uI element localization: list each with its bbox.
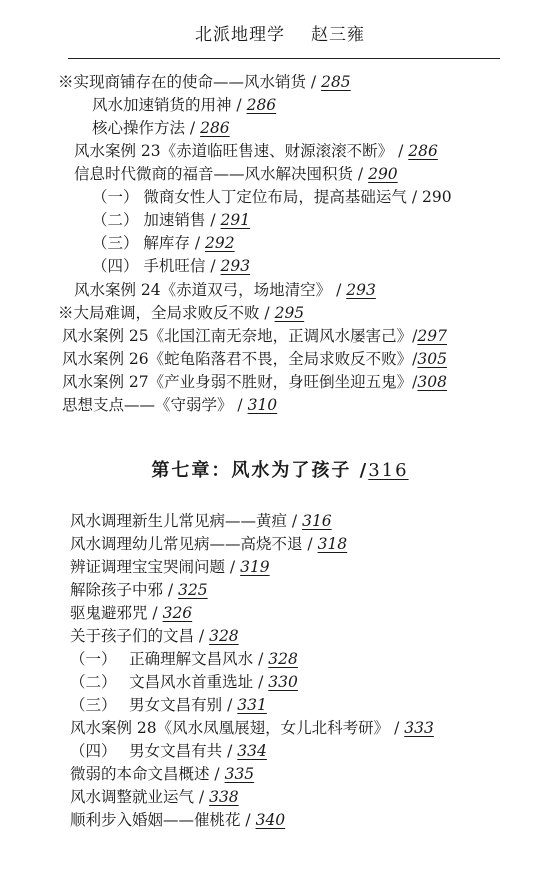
toc-entry-title: 风水案例 28《风水凤凰展翅，女儿北科考研》 / <box>70 719 405 737</box>
toc-entry-title: 解除孩子中邪 / <box>70 581 179 599</box>
toc-entry-title: （一） 正确理解文昌风水 / <box>70 650 269 668</box>
toc-entry[interactable] <box>74 164 398 184</box>
toc-entry-title: 风水案例 24《赤道双弓，场地清空》 / <box>74 281 347 299</box>
toc-entry-page[interactable]: 325 <box>178 581 208 599</box>
toc-entry-title: 风水案例 25《北国江南无奈地，正调风水屡害己》/ <box>62 327 418 345</box>
toc-entry-title: （二） 文昌风水首重选址 / <box>70 673 269 691</box>
toc-entry-title: （三） 男女文昌有别 / <box>70 696 238 714</box>
page-header <box>0 20 560 45</box>
toc-entry[interactable] <box>62 395 277 415</box>
toc-entry[interactable] <box>62 326 447 346</box>
toc-entry-page[interactable]: 316 <box>302 512 332 530</box>
toc-entry-page[interactable]: 326 <box>162 604 193 622</box>
book-title: 北派地理学 <box>195 25 285 45</box>
header-rule <box>68 58 500 59</box>
toc-entry[interactable] <box>92 233 235 253</box>
toc-entry-title: ※实现商铺存在的使命——风水销货 / <box>58 73 322 91</box>
toc-entry-page[interactable]: 291 <box>220 211 251 229</box>
toc-entry-page[interactable]: 328 <box>268 650 298 668</box>
toc-entry-page[interactable]: 286 <box>200 119 230 137</box>
toc-entry[interactable] <box>58 303 304 323</box>
toc-entry[interactable] <box>74 141 438 161</box>
toc-entry-title: 风水案例 27《产业身弱不胜财，身旺倒坐迎五鬼》/ <box>62 373 418 391</box>
toc-entry-title: （四） 手机旺信 / <box>92 257 221 275</box>
toc-entry-page[interactable]: 290 <box>368 165 398 183</box>
toc-entry[interactable] <box>74 280 376 300</box>
chapter-heading[interactable] <box>0 456 560 482</box>
toc-entry-title: 风水调整就业运气 / <box>70 788 210 806</box>
toc-entry-page[interactable]: 334 <box>237 742 267 760</box>
toc-entry-page[interactable]: 285 <box>321 73 351 91</box>
toc-entry[interactable] <box>70 626 239 646</box>
chapter-title: 第七章：风水为了孩子 / <box>151 460 369 481</box>
toc-entry[interactable] <box>62 372 447 392</box>
toc-entry[interactable] <box>70 580 208 600</box>
toc-entry-page[interactable]: 340 <box>255 811 286 829</box>
toc-entry[interactable] <box>92 210 250 230</box>
toc-entry-page[interactable]: 333 <box>404 719 434 737</box>
toc-entry[interactable] <box>70 649 298 669</box>
toc-entry[interactable] <box>70 557 270 577</box>
toc-entry[interactable] <box>70 511 332 531</box>
toc-entry-title: 风水案例 26《蛇龟陷落君不畏，全局求败反不败》/ <box>62 350 418 368</box>
toc-entry[interactable] <box>92 95 276 115</box>
toc-entry[interactable] <box>70 534 347 554</box>
toc-entry[interactable] <box>92 118 230 138</box>
toc-entry-page[interactable]: 319 <box>240 558 270 576</box>
toc-entry-page[interactable]: 318 <box>317 535 348 553</box>
toc-entry-title: （三） 解库存 / <box>92 234 206 252</box>
toc-entry-title: 风水加速销货的用神 / <box>92 96 247 114</box>
toc-entry-title: 顺利步入婚姻——催桃花 / <box>70 811 256 829</box>
toc-entry[interactable] <box>62 349 447 369</box>
toc-entry-title: 信息时代微商的福音——风水解决囤积货 / <box>74 165 369 183</box>
toc-entry[interactable] <box>70 810 285 830</box>
toc-entry-title: 风水调理幼儿常见病——高烧不退 / <box>70 535 318 553</box>
toc-entry-page[interactable]: 286 <box>408 142 438 160</box>
toc-entry[interactable] <box>70 787 239 807</box>
toc-entry-page[interactable]: 297 <box>417 327 447 345</box>
toc-entry-page[interactable]: 331 <box>237 696 267 714</box>
toc-entry-title: 驱鬼避邪咒 / <box>70 604 163 622</box>
toc-entry[interactable] <box>70 695 267 715</box>
toc-entry-title: 风水案例 23《赤道临旺售速、财源滚滚不断》 / <box>74 142 409 160</box>
toc-entry-title: （一） 微商女性人丁定位布局，提高基础运气 / 290 <box>92 188 452 206</box>
toc-entry-page[interactable]: 330 <box>268 673 298 691</box>
toc-entry-title: 辨证调理宝宝哭闹问题 / <box>70 558 241 576</box>
toc-entry-title: 核心操作方法 / <box>92 119 201 137</box>
toc-entry[interactable] <box>70 764 254 784</box>
toc-entry-page[interactable]: 335 <box>224 765 255 783</box>
toc-entry-page[interactable]: 293 <box>220 257 251 275</box>
chapter-page[interactable]: 316 <box>368 460 409 481</box>
toc-entry-title: 思想支点——《守弱学》 / <box>62 396 248 414</box>
toc-entry-title: ※大局难调，全局求败反不败 / <box>58 304 275 322</box>
toc-entry-page[interactable]: 305 <box>417 350 447 368</box>
toc-entry-page[interactable]: 310 <box>247 396 278 414</box>
toc-entry[interactable] <box>70 603 192 623</box>
toc-entry[interactable] <box>70 718 434 738</box>
toc-entry-page[interactable]: 295 <box>274 304 305 322</box>
toc-entry-page[interactable]: 286 <box>246 96 277 114</box>
toc-entry-page[interactable]: 292 <box>205 234 235 252</box>
toc-entry-title: 风水调理新生儿常见病——黄疸 / <box>70 512 303 530</box>
toc-entry[interactable] <box>58 72 351 92</box>
toc-entry-page[interactable]: 308 <box>417 373 447 391</box>
toc-entry-page[interactable]: 293 <box>346 281 376 299</box>
toc-entry-title: 微弱的本命文昌概述 / <box>70 765 225 783</box>
toc-entry-page[interactable]: 338 <box>209 788 239 806</box>
toc-entry-title: （四） 男女文昌有共 / <box>70 742 238 760</box>
toc-entry-page[interactable]: 328 <box>209 627 239 645</box>
toc-entry-title: 关于孩子们的文昌 / <box>70 627 210 645</box>
toc-entry[interactable] <box>92 187 452 207</box>
toc-entry[interactable] <box>92 256 250 276</box>
author-name: 赵三雍 <box>311 25 365 45</box>
toc-entry-title: （二） 加速销售 / <box>92 211 221 229</box>
toc-entry[interactable] <box>70 741 267 761</box>
toc-entry[interactable] <box>70 672 298 692</box>
